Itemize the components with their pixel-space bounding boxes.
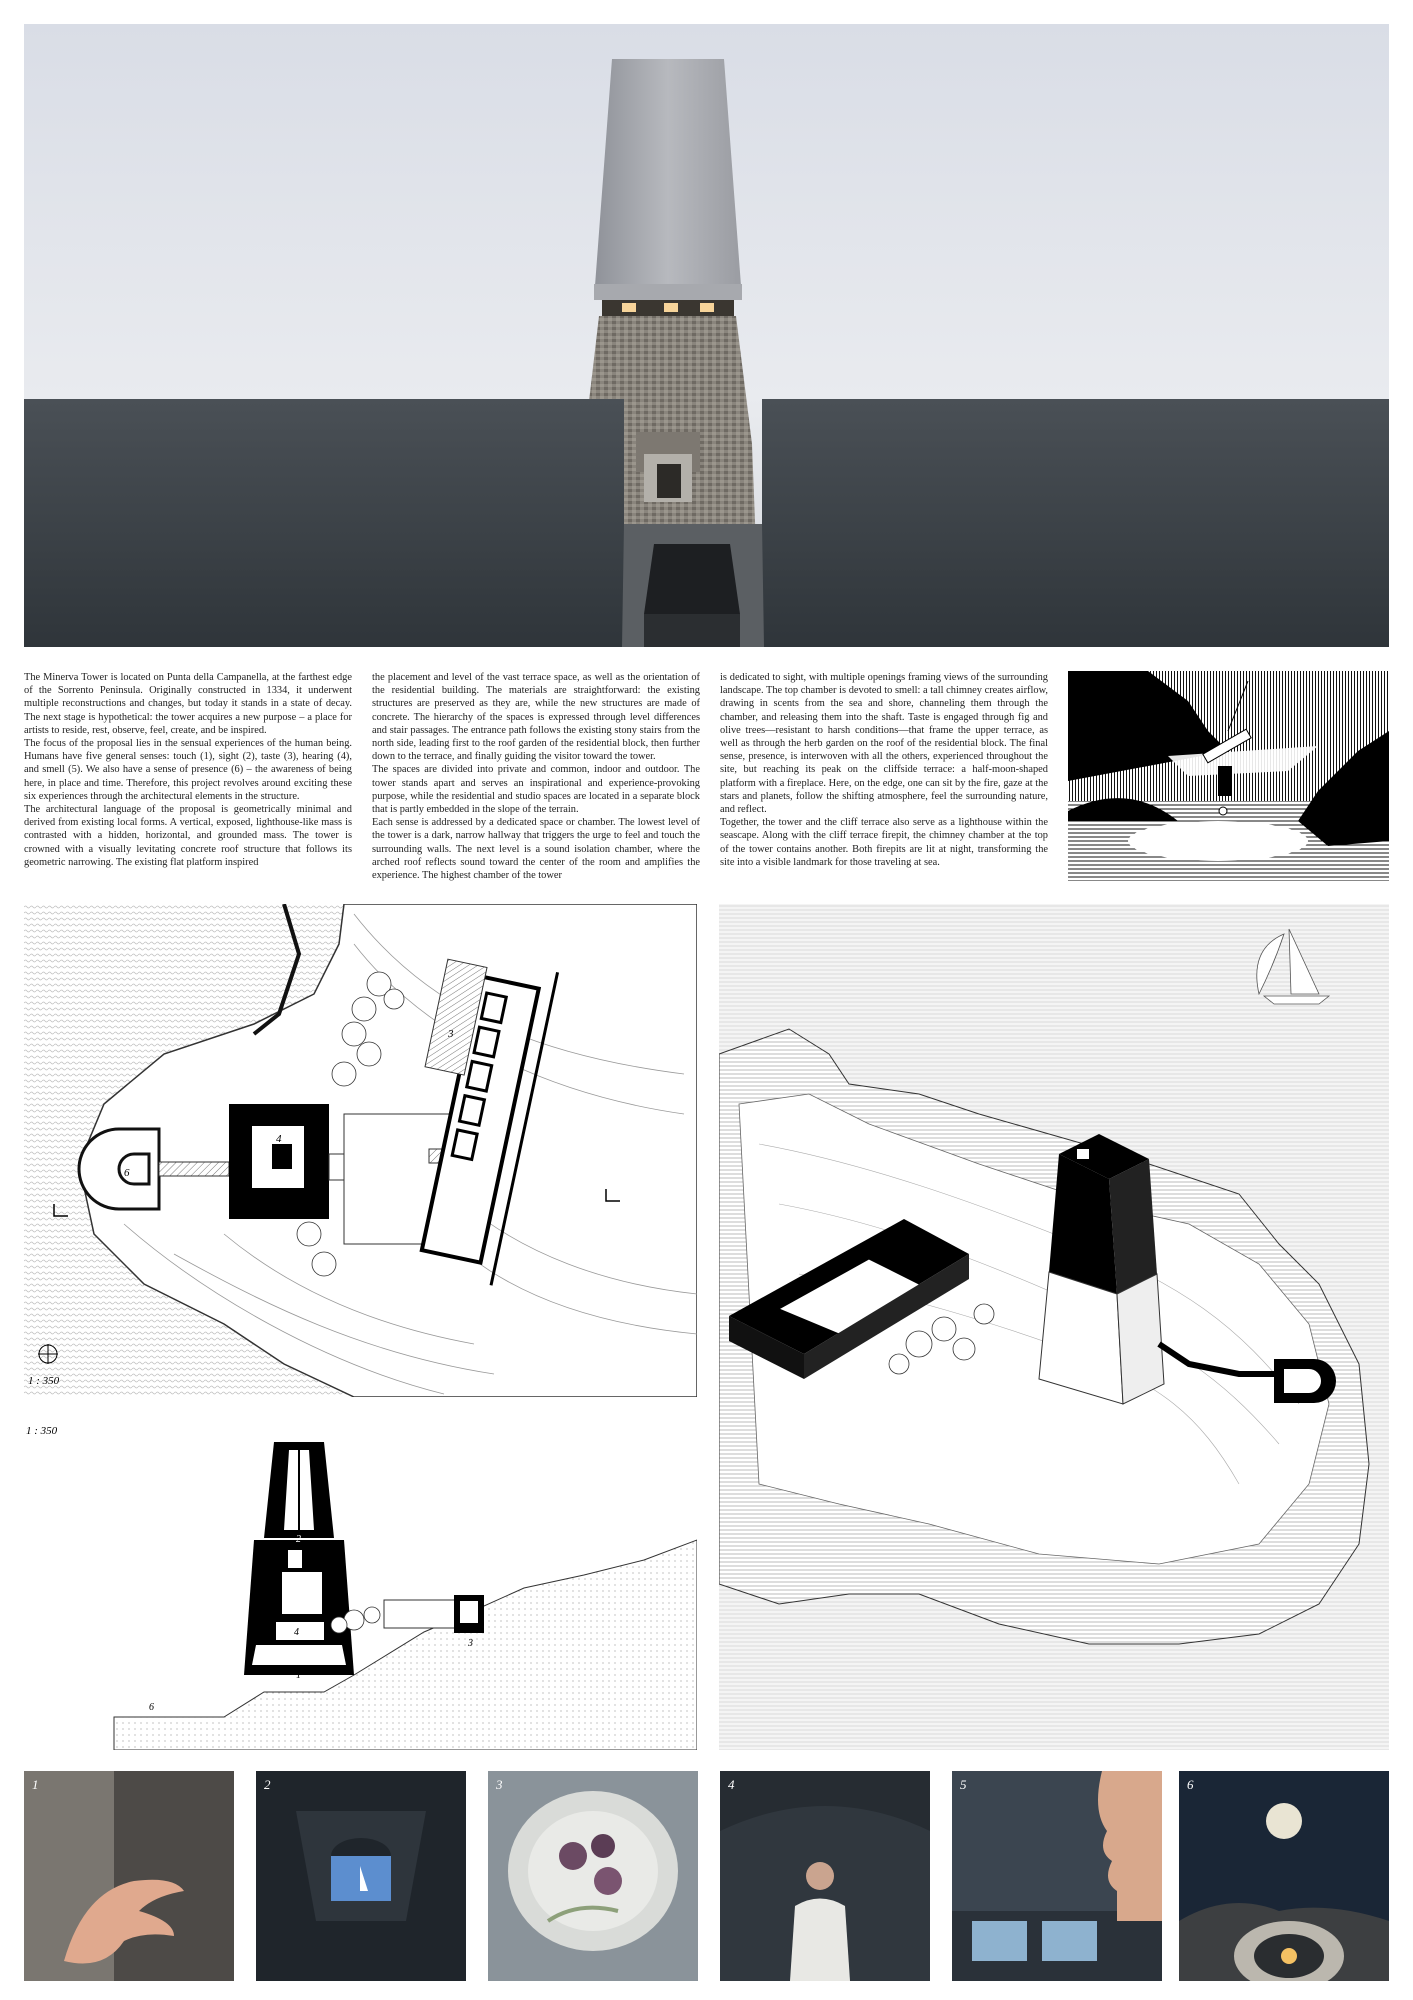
photo-number: 4 (728, 1777, 735, 1792)
sense-photo-hearing (720, 1771, 930, 1981)
hero-render (24, 24, 1389, 647)
photo-number: 6 (1187, 1777, 1194, 1792)
sense-photo-sight (256, 1771, 466, 1981)
axonometric-view (719, 904, 1389, 1750)
site-plan (24, 904, 697, 1397)
description-column-2 (372, 671, 700, 882)
photo-number: 2 (264, 1777, 271, 1792)
plan-scale: 1 : 350 (28, 1375, 60, 1387)
paragraph: The architectural language of the proposal is geometrically minimal and derived from existing local forms. A vertical, exposed, lighthouse-like mass is contrasted with a hidden, horizontal, and grounded mass. The tower is crowned with a visually levitating concrete roof structure that follows its geometric narrowing. The existing flat platform inspired (24, 804, 352, 868)
photo-number: 3 (496, 1777, 503, 1792)
section-label-4: 4 (294, 1627, 299, 1638)
photo-number: 1 (32, 1777, 39, 1792)
paragraph: The Minerva Tower is located on Punta della Campanella, at the farthest edge of the Sorrento Peninsula. Originally constructed in 1334, it underwent multiple reconstructions and changes, but today it stands in a state of decay. The next stage is hypothetical: the tower acquires a new purpose – a place for artists to reside, rest, observe, feel, create, and be inspired. (24, 672, 352, 736)
sense-photo-touch (24, 1771, 234, 1981)
paragraph: The focus of the proposal lies in the sensual experiences of the human being. Humans have five general senses: touch (1), sight (2), taste (3), hearing (4), and smell (5). We also have a sense of presence (6) – the awareness of being here, in place and time. Therefore, this project revolves around exciting these six experiences through the architectural elements in the structure. (24, 738, 352, 802)
section-label-6: 6 (149, 1702, 154, 1713)
photo-number: 5 (960, 1777, 967, 1792)
plan-label-4: 4 (276, 1133, 282, 1145)
paragraph: is dedicated to sight, with multiple openings framing views of the surrounding landscape. The top chamber is devoted to smell: a tall chimney creates airflow, drawing in scents from the sea and shore, channeling them through the chamber, and releasing them into the shaft. Taste is engaged through fig and olive trees—resistant to harsh conditions—that frame the upper terrace, as well as through the herb garden on the roof of the residential block. The final sense, presence, is interwoven with all the others, experienced throughout the site, but reaching its peak on the cliffside terrace: a half-moon-shaped platform with a fireplace. Here, on the edge, one can sit by the fire, gaze at the stars and planets, follow the shifting atmosphere, feel the surrounding nature, and reflect. (720, 672, 1048, 816)
sense-photo-smell (952, 1771, 1162, 1981)
plan-label-3: 3 (448, 1028, 454, 1040)
section-label-2: 2 (296, 1534, 301, 1545)
description-column-3 (720, 671, 1048, 869)
description-column-1 (24, 671, 352, 869)
paragraph: Each sense is addressed by a dedicated space or chamber. The lowest level of the tower is a dark, narrow hallway that triggers the urge to feel and touch the surrounding walls. The next level is a sound isolation chamber, where the arched roof reflects sound toward the center of the room and amplifies the experience. The highest chamber of the tower (372, 817, 700, 882)
section-label-3: 3 (468, 1638, 473, 1649)
concept-diagram (1068, 671, 1389, 881)
section-label-1: 1 (296, 1670, 301, 1681)
paragraph: The spaces are divided into private and common, indoor and outdoor. The tower stands apart and serves an inspirational and experience-provoking purpose, while the residential and studio spaces are located in a separate block that is partly embedded in the slope of the terrain. (372, 764, 700, 816)
section-scale: 1 : 350 (26, 1425, 58, 1437)
sense-photo-presence (1179, 1771, 1389, 1981)
tower-section (24, 1420, 697, 1750)
sense-photo-taste (488, 1771, 698, 1981)
plan-label-6: 6 (124, 1167, 130, 1179)
paragraph: Together, the tower and the cliff terrace also serve as a lighthouse within the seascape. Along with the cliff terrace firepit, the chimney chamber at the top of the tower contains another. Both firepits are lit at night, transforming the site into a visible landmark for those traveling at sea. (720, 817, 1048, 868)
paragraph: the placement and level of the vast terrace space, as well as the orientation of the residential building. The materials are straightforward: the existing structures are preserved as they are, while the new structures are made of concrete. The hierarchy of the spaces is expressed through level differences and stair passages. The entrance path follows the existing stony stairs from the north side, leading first to the roof garden of the residential block, then further down to the terrace, and finally guiding the visitor toward the tower. (372, 672, 700, 763)
